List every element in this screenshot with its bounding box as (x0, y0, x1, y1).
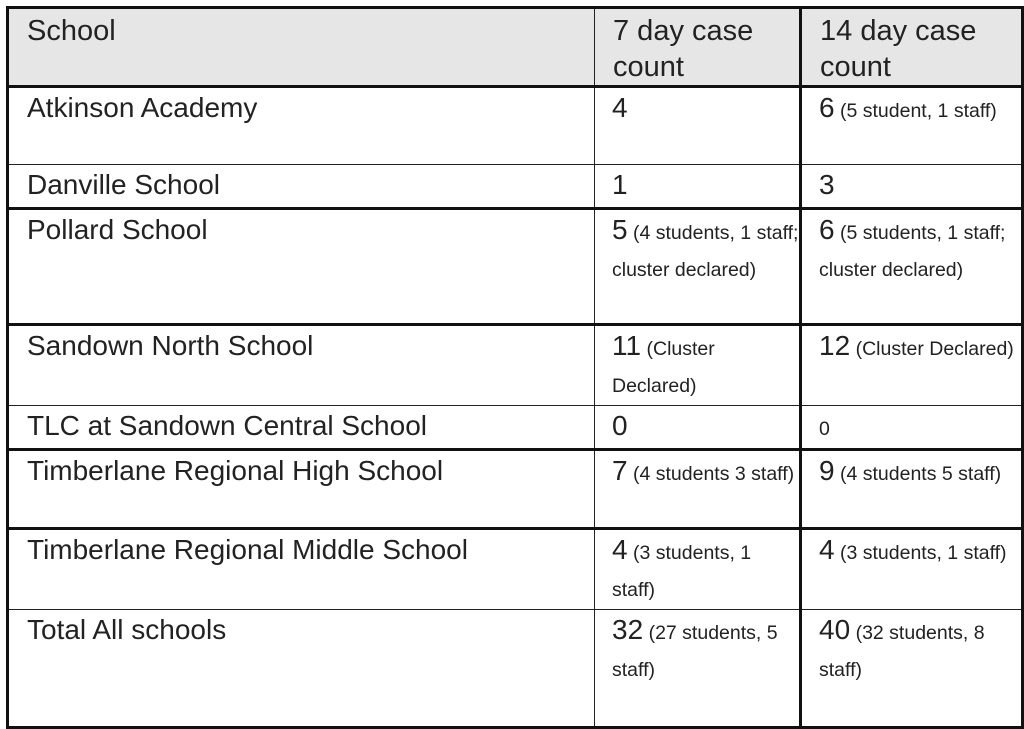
cell-14-day (801, 450, 1023, 529)
header-14-day-line1: 14 day case (820, 15, 977, 47)
cell-14-day (801, 209, 1023, 325)
count-note: (5 students, 1 staff; cluster declared) (819, 222, 1006, 281)
cell-14-day (801, 165, 1023, 209)
count-number: 6 (819, 214, 835, 245)
header-row (8, 8, 1023, 87)
table-row-total (8, 610, 1023, 728)
count-number: 4 (819, 534, 835, 565)
count-number: 5 (612, 214, 628, 245)
count-number: 7 (612, 455, 628, 486)
school-name: Total All schools (8, 610, 595, 728)
school-name: Timberlane Regional Middle School (8, 529, 595, 610)
cell-7-day (595, 610, 801, 728)
count-number: 12 (819, 330, 851, 361)
table-row (8, 406, 1023, 450)
count-number: 9 (819, 455, 835, 486)
count-note: (Cluster Declared) (612, 338, 715, 397)
school-name: Sandown North School (8, 325, 595, 406)
count-number: 11 (612, 330, 642, 361)
count-note: 0 (819, 418, 830, 440)
cell-14-day (801, 610, 1023, 728)
count-note: (3 students, 1 staff) (834, 542, 1007, 564)
table-row (8, 165, 1023, 209)
count-note: (5 student, 1 staff) (834, 100, 997, 122)
cell-14-day (801, 529, 1023, 610)
cell-14-day (801, 325, 1023, 406)
count-note: (3 students, 1 staff) (612, 542, 752, 601)
header-14-day-line2: count (820, 51, 891, 83)
count-number: 4 (612, 92, 628, 123)
school-name: TLC at Sandown Central School (8, 406, 595, 450)
count-number: 6 (819, 92, 835, 123)
header-school: School (8, 8, 595, 87)
count-number: 1 (612, 169, 628, 200)
school-name: Danville School (8, 165, 595, 209)
cell-7-day (595, 325, 801, 406)
count-number: 0 (612, 410, 628, 441)
cell-14-day (801, 406, 1023, 450)
count-note: (4 students 3 staff) (627, 463, 795, 485)
school-case-count-table (6, 6, 1024, 729)
table-row (8, 87, 1023, 165)
header-7-day-line1: 7 day case (613, 15, 754, 47)
cell-7-day (595, 529, 801, 610)
count-number: 4 (612, 534, 628, 565)
school-name: Atkinson Academy (8, 87, 595, 165)
table-row (8, 325, 1023, 406)
table-row (8, 209, 1023, 325)
count-note: (32 students, 8 staff) (819, 622, 985, 681)
school-name: Pollard School (8, 209, 595, 325)
cell-7-day (595, 165, 801, 209)
count-number: 32 (612, 614, 644, 645)
cell-7-day (595, 406, 801, 450)
cell-7-day (595, 87, 801, 165)
table-row (8, 450, 1023, 529)
count-note: (27 students, 5 staff) (612, 622, 778, 681)
header-14-day (801, 8, 1023, 87)
cell-7-day (595, 450, 801, 529)
cell-14-day (801, 87, 1023, 165)
table-row (8, 529, 1023, 610)
header-7-day-line2: count (613, 51, 684, 83)
header-7-day (595, 8, 801, 87)
cell-7-day (595, 209, 801, 325)
count-number: 3 (819, 169, 835, 200)
count-number: 40 (819, 614, 851, 645)
count-note: (4 students, 1 staff; cluster declared) (612, 222, 799, 281)
count-note: (4 students 5 staff) (834, 463, 1002, 485)
count-note: (Cluster Declared) (850, 338, 1014, 360)
school-name: Timberlane Regional High School (8, 450, 595, 529)
